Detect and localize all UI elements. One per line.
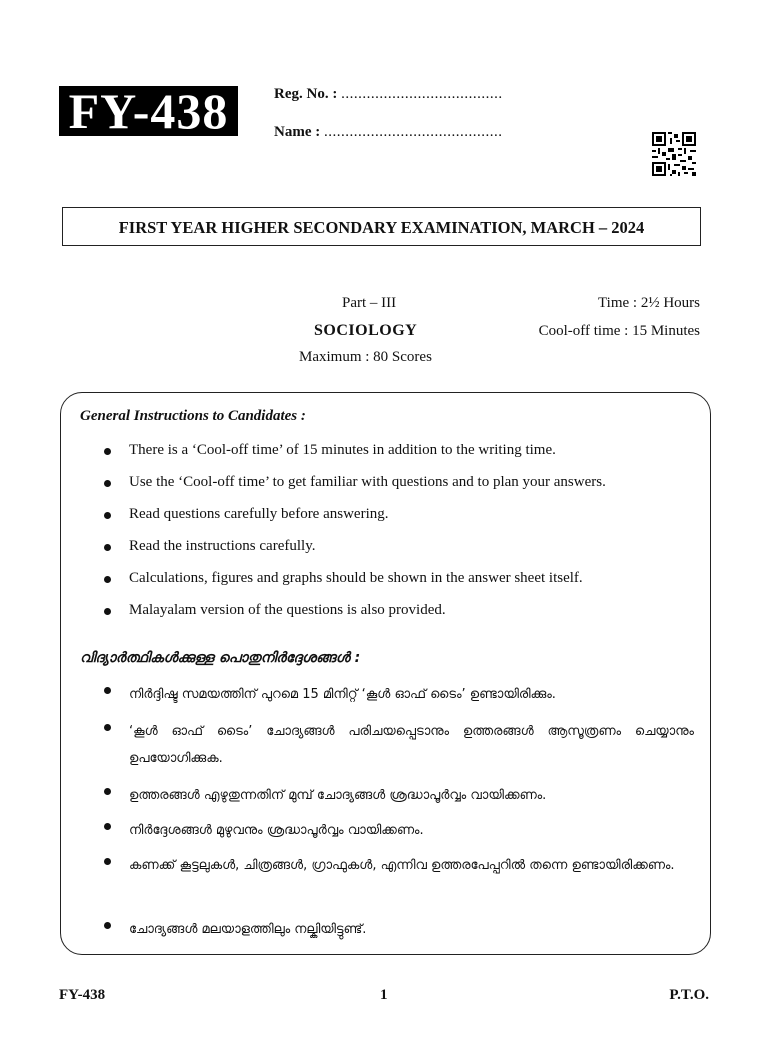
reg-no-field	[274, 86, 503, 103]
bullet-icon	[104, 576, 111, 583]
footer-page-number: 1	[380, 987, 388, 1003]
exam-title: FIRST YEAR HIGHER SECONDARY EXAMINATION, MARCH – 2024	[62, 207, 701, 246]
footer-pto: P.T.O.	[669, 987, 709, 1003]
paper-code-badge: FY-438	[59, 86, 238, 136]
subject-title: SOCIOLOGY	[314, 322, 418, 339]
footer-paper-code: FY-438	[59, 987, 106, 1003]
bullet-icon	[104, 687, 111, 694]
bullet-icon	[104, 922, 111, 929]
time-allowed: Time : 2½ Hours	[598, 295, 700, 311]
reg-no-dots: ......................................	[341, 86, 503, 102]
bullet-icon	[104, 858, 111, 865]
instructions-heading: General Instructions to Candidates :	[80, 408, 306, 424]
reg-no-label: Reg. No. :	[274, 86, 338, 102]
bullet-icon	[104, 724, 111, 731]
name-dots: ..........................................	[323, 124, 503, 140]
malayalam-instructions-heading: വിദ്യാർത്ഥികൾക്കുള്ള പൊതുനിർദ്ദേശങ്ങൾ :	[80, 650, 361, 666]
bullet-icon	[104, 608, 111, 615]
name-label: Name :	[274, 124, 321, 140]
bullet-icon	[104, 448, 111, 455]
bullet-icon	[104, 544, 111, 551]
qr-code-icon	[652, 132, 696, 176]
name-field	[274, 124, 502, 141]
bullet-icon	[104, 480, 111, 487]
bullet-icon	[104, 788, 111, 795]
part-label: Part – III	[342, 295, 397, 311]
bullet-icon	[104, 823, 111, 830]
bullet-icon	[104, 512, 111, 519]
cool-off-time: Cool-off time : 15 Minutes	[538, 323, 700, 339]
max-scores: Maximum : 80 Scores	[299, 349, 432, 365]
